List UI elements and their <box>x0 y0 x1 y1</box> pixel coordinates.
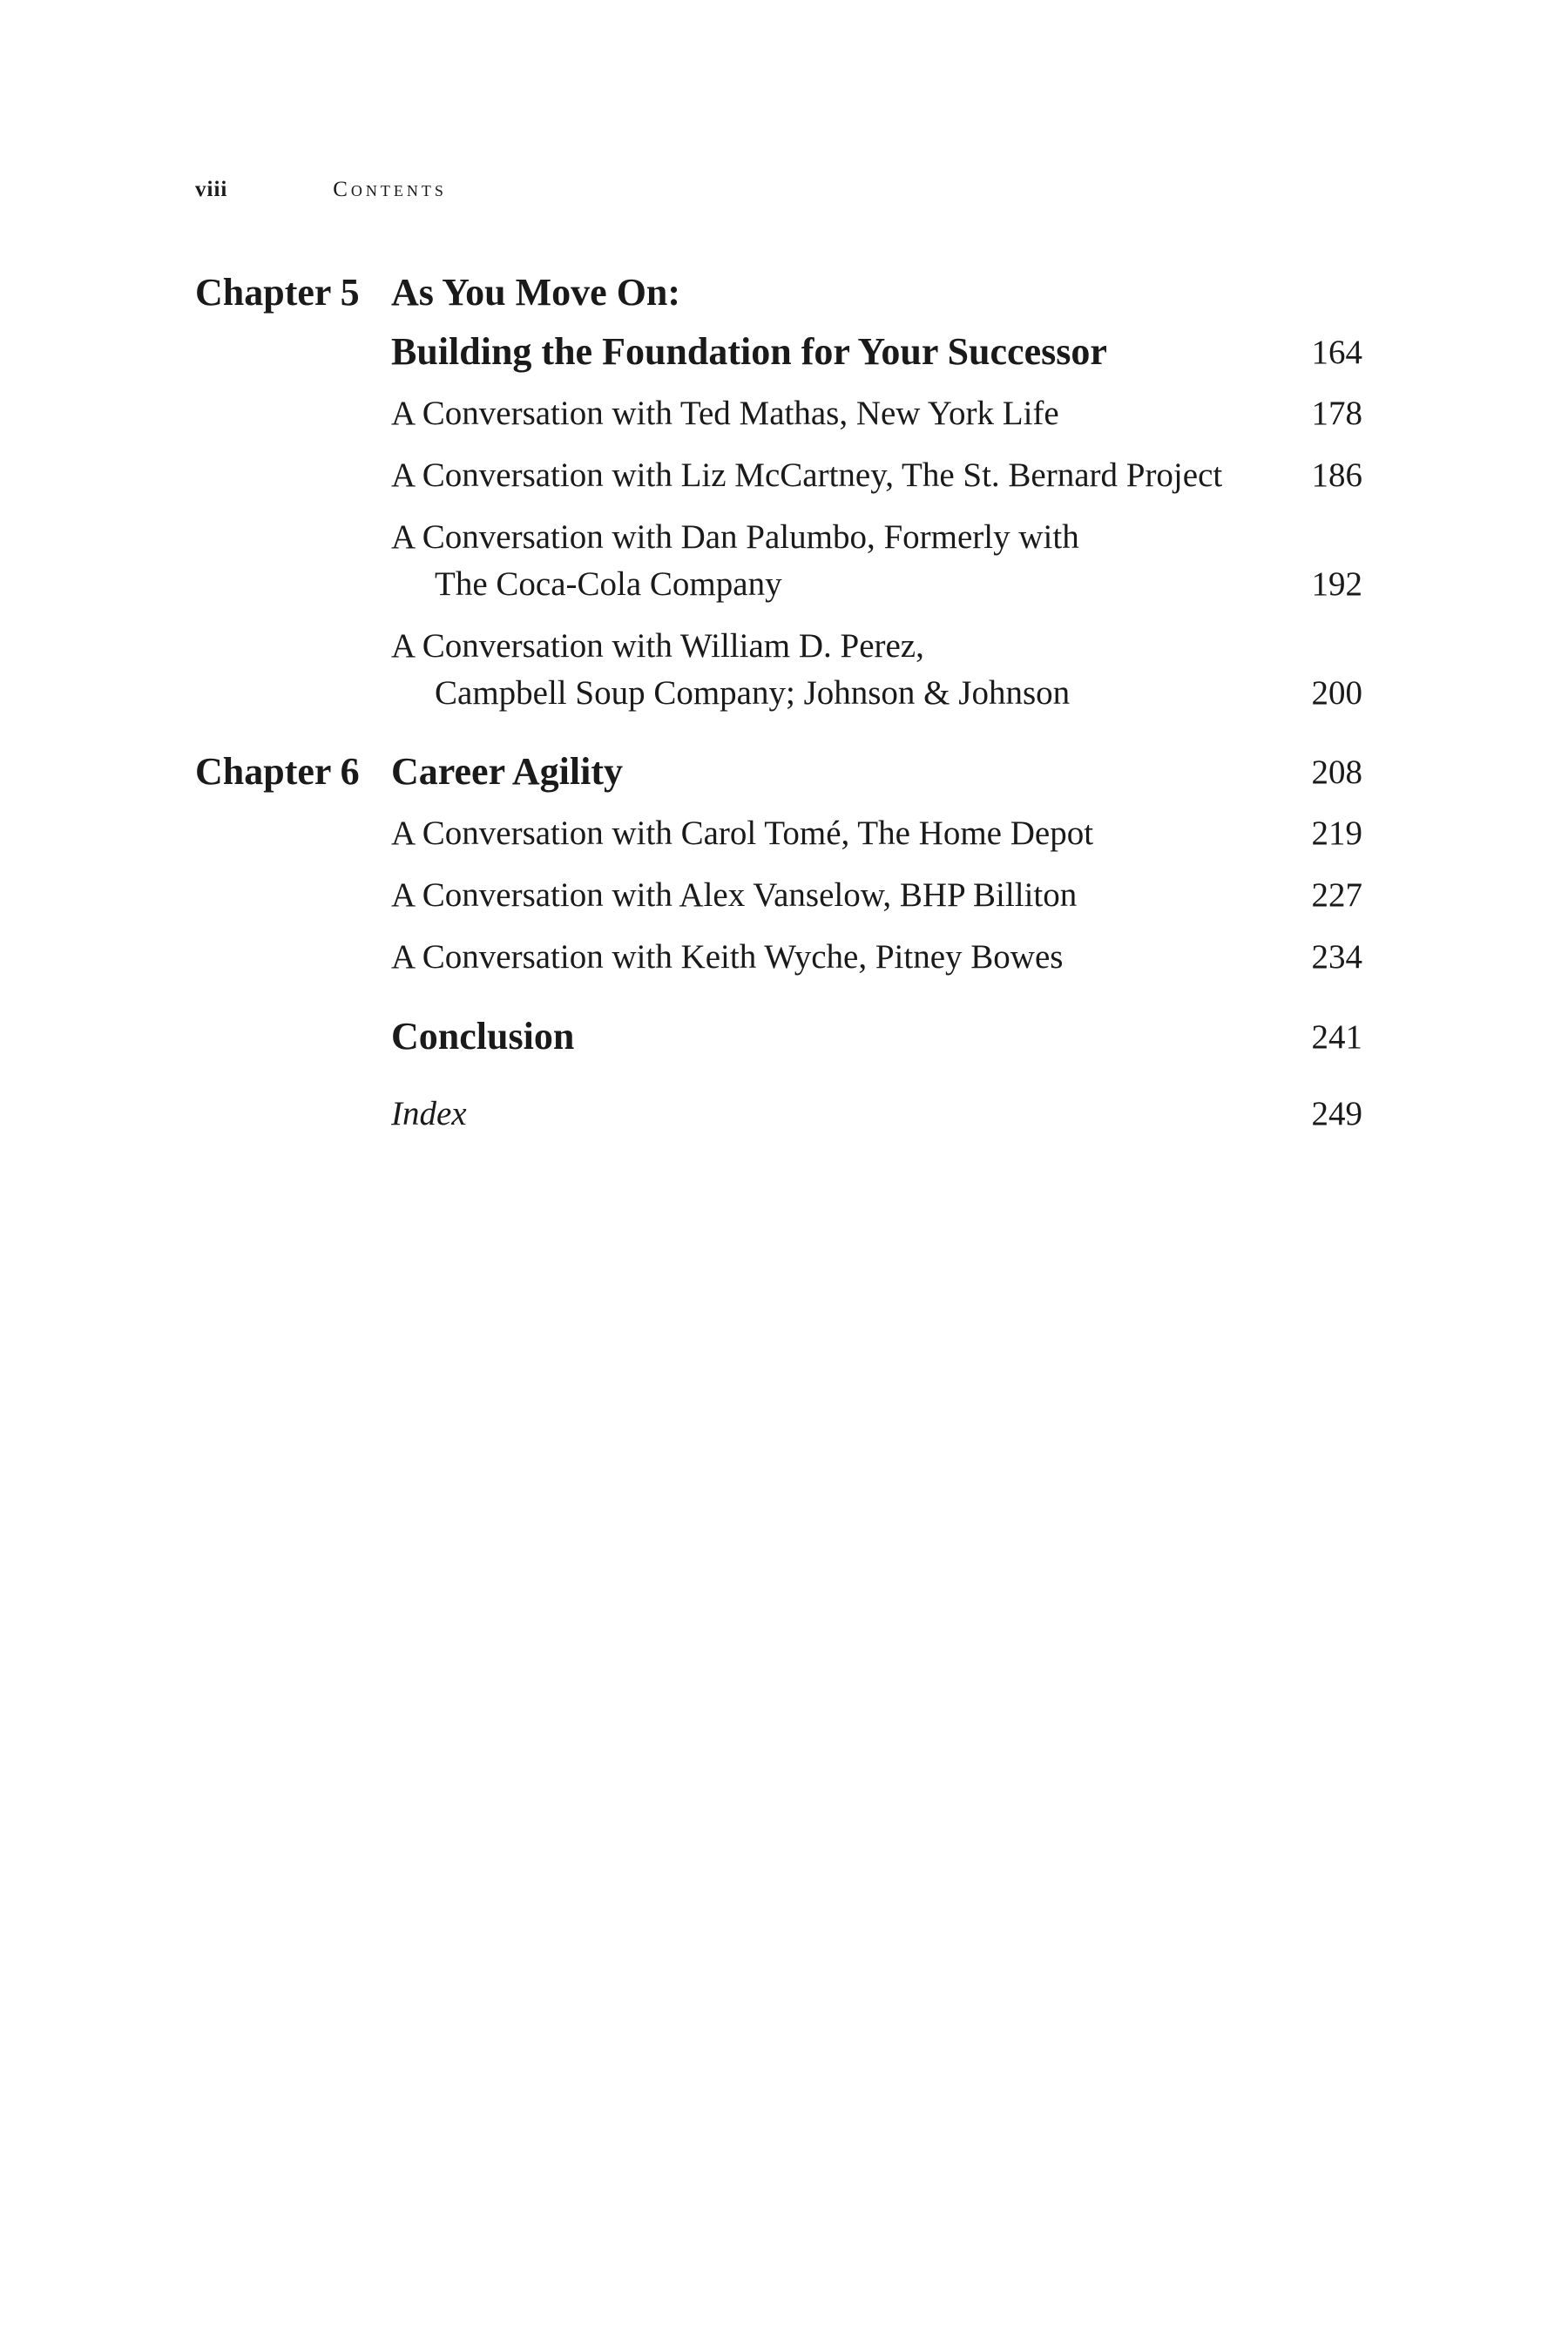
toc-entry-page: 219 <box>1311 814 1362 852</box>
chapter-5-heading-line2 <box>0 329 1568 382</box>
toc-entry-line2 <box>0 564 1568 617</box>
running-head <box>195 178 447 202</box>
toc-entry <box>0 456 1568 508</box>
toc-entry-text: A Conversation with Alex Vanselow, BHP Billiton <box>391 876 1078 914</box>
toc-entry-page: 192 <box>1311 565 1362 603</box>
toc-entry-text: A Conversation with William D. Perez, <box>391 627 924 665</box>
index-title: Index <box>391 1095 467 1132</box>
toc-entry-line1 <box>0 626 1568 679</box>
chapter-title-line1: As You Move On: <box>391 271 681 314</box>
chapter-page-number: 164 <box>1311 334 1362 371</box>
toc-entry-text-continued: The Coca-Cola Company <box>435 565 782 603</box>
toc-entry <box>0 814 1568 866</box>
toc-entry-text: A Conversation with Dan Palumbo, Formerly with <box>391 518 1079 556</box>
toc-entry <box>0 875 1568 928</box>
toc-entry-text: A Conversation with Keith Wyche, Pitney Bowes <box>391 938 1064 976</box>
conclusion-title: Conclusion <box>391 1015 575 1058</box>
toc-entry-line2 <box>0 673 1568 726</box>
running-head-section: Contents <box>333 178 447 201</box>
page-folio: viii <box>195 178 228 201</box>
toc-entry-text: A Conversation with Ted Mathas, New York Life <box>391 395 1059 432</box>
toc-entry-text: A Conversation with Liz McCartney, The St. Bernard Project <box>391 456 1223 494</box>
chapter-title-line2: Building the Foundation for Your Successor <box>391 330 1107 373</box>
toc-entry-page: 186 <box>1311 456 1362 494</box>
index-entry <box>0 1094 1568 1146</box>
toc-entry-page: 234 <box>1311 938 1362 976</box>
chapter-6-heading <box>0 749 1568 801</box>
conclusion-page: 241 <box>1311 1018 1362 1056</box>
index-page: 249 <box>1311 1095 1362 1132</box>
toc-entry-page: 178 <box>1311 395 1362 432</box>
toc-entry-page: 227 <box>1311 876 1362 914</box>
chapter-label: Chapter 5 <box>195 271 360 314</box>
toc-entry-text: A Conversation with Carol Tomé, The Home Depot <box>391 814 1094 852</box>
conclusion-heading <box>0 1014 1568 1066</box>
toc-entry-text-continued: Campbell Soup Company; Johnson & Johnson <box>435 674 1071 712</box>
toc-entry <box>0 937 1568 990</box>
toc-entry <box>0 394 1568 446</box>
chapter-label: Chapter 6 <box>195 750 360 793</box>
toc-entry-page: 200 <box>1311 674 1362 712</box>
chapter-5-heading <box>0 270 1568 322</box>
toc-entry-line1 <box>0 517 1568 570</box>
chapter-page-number: 208 <box>1311 754 1362 791</box>
chapter-title: Career Agility <box>391 750 623 793</box>
